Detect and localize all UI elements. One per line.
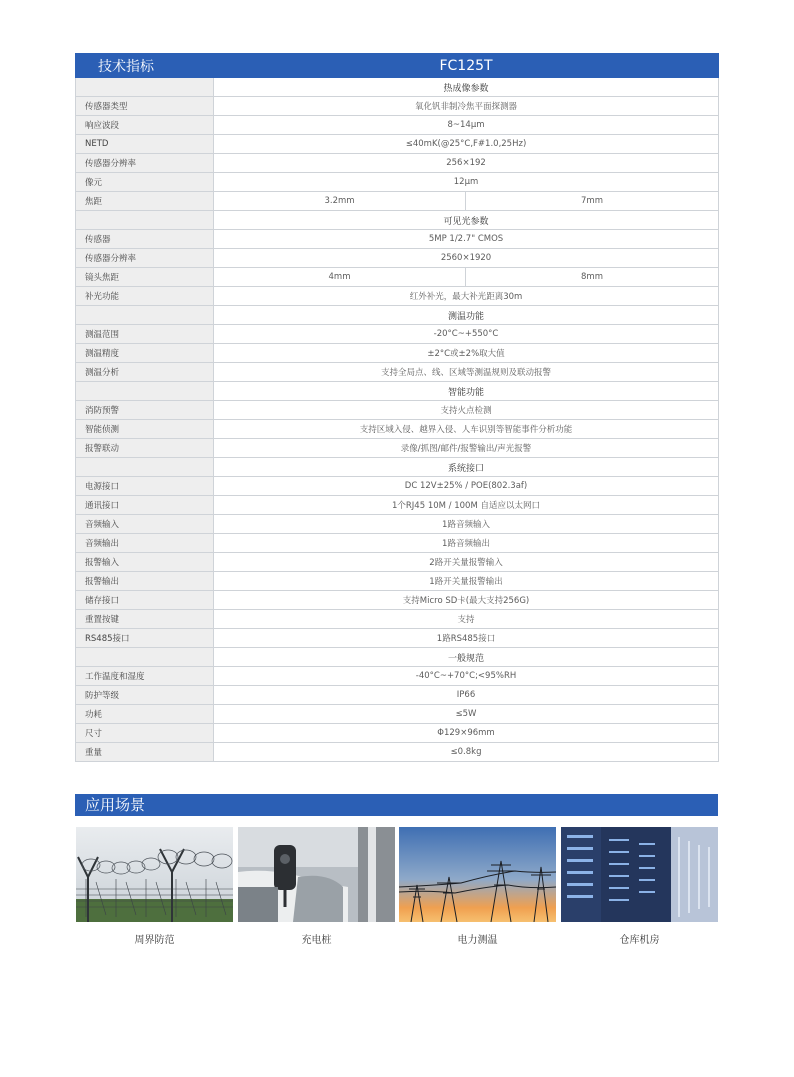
spec-row [76,439,719,458]
spec-value: 录像/抓图/邮件/报警输出/声光报警 [214,439,719,458]
spec-value: ±2°C或±2%取大值 [214,344,719,363]
spec-row [76,420,719,439]
spec-row [76,249,719,268]
caption-server-room: 仓库机房 [619,935,660,946]
spec-row [76,135,719,154]
spec-row [76,743,719,762]
spec-value-right: 8mm [466,268,719,287]
ev-charging-station-photo [238,827,395,922]
section-label-spacer [76,382,214,401]
section-row [76,306,719,325]
caption-charging: 充电桩 [301,935,332,946]
spec-value: 支持区域入侵、越界入侵、人车识别等智能事件分析功能 [214,420,719,439]
spec-value: 256×192 [214,154,719,173]
spec-value: 2560×1920 [214,249,719,268]
spec-row [76,230,719,249]
spec-label: 报警输入 [76,553,214,572]
spec-label: 像元 [76,173,214,192]
section-row [76,458,719,477]
section-row [76,211,719,230]
spec-row [76,344,719,363]
section-title: 可见光参数 [214,211,719,230]
spec-row [76,610,719,629]
section-row [76,382,719,401]
spec-table [75,53,719,762]
spec-label: 功耗 [76,705,214,724]
spec-label: 电源接口 [76,477,214,496]
spec-label: 测温范围 [76,325,214,344]
section-label-spacer [76,306,214,325]
spec-row [76,363,719,382]
spec-row [76,154,719,173]
spec-label: 焦距 [76,192,214,211]
spec-row [76,667,719,686]
spec-row [76,591,719,610]
section-label-spacer [76,211,214,230]
spec-label: 传感器分辨率 [76,249,214,268]
spec-row [76,686,719,705]
server-room-photo [561,827,718,922]
spec-value: DC 12V±25% / POE(802.3af) [214,477,719,496]
spec-value: 1路开关量报警输出 [214,572,719,591]
spec-label: 测温分析 [76,363,214,382]
spec-value: 1个RJ45 10M / 100M 自适应以太网口 [214,496,719,515]
spec-value: 支持火点检测 [214,401,719,420]
spec-value: 氧化钒非制冷焦平面探测器 [214,97,719,116]
spec-row [76,724,719,743]
spec-label: 传感器 [76,230,214,249]
spec-row [76,496,719,515]
spec-label: 储存接口 [76,591,214,610]
spec-value: ≤5W [214,705,719,724]
spec-label: 尺寸 [76,724,214,743]
spec-row [76,515,719,534]
section-title: 一般规范 [214,648,719,667]
spec-label: 测温精度 [76,344,214,363]
spec-row [76,325,719,344]
section-row [76,648,719,667]
section-title: 系统接口 [214,458,719,477]
spec-value: 1路音频输入 [214,515,719,534]
spec-value: 支持 [214,610,719,629]
spec-value-left: 3.2mm [214,192,466,211]
spec-label: 重量 [76,743,214,762]
spec-value: 2路开关量报警输入 [214,553,719,572]
section-title: 热成像参数 [214,78,719,97]
spec-label: 音频输入 [76,515,214,534]
barbed-wire-fence-photo [76,827,233,922]
spec-row [76,287,719,306]
spec-label: 智能侦测 [76,420,214,439]
spec-value: 1路音频输出 [214,534,719,553]
applications-section-header [75,794,718,816]
spec-value: Φ129×96mm [214,724,719,743]
spec-value: 12μm [214,173,719,192]
spec-value: 支持全局点、线、区域等测温规则及联动报警 [214,363,719,382]
model-name: FC125T [214,54,719,78]
section-row [76,78,719,97]
spec-row [76,173,719,192]
spec-label: 报警联动 [76,439,214,458]
spec-value: 1路RS485接口 [214,629,719,648]
spec-row [76,553,719,572]
spec-value: 5MP 1/2.7" CMOS [214,230,719,249]
spec-value: 红外补光，最大补光距离30m [214,287,719,306]
spec-label: 音频输出 [76,534,214,553]
section-title: 测温功能 [214,306,719,325]
spec-row [76,629,719,648]
spec-label: 补光功能 [76,287,214,306]
spec-row [76,705,719,724]
spec-value: -20°C~+550°C [214,325,719,344]
spec-value-right: 7mm [466,192,719,211]
spec-label: 传感器类型 [76,97,214,116]
spec-label: 重置按键 [76,610,214,629]
section-label-spacer [76,78,214,97]
spec-label: 传感器分辨率 [76,154,214,173]
spec-value-left: 4mm [214,268,466,287]
spec-label: 消防预警 [76,401,214,420]
spec-row-split [76,192,719,211]
section-title: 智能功能 [214,382,719,401]
spec-row [76,572,719,591]
spec-value: 支持Micro SD卡(最大支持256G) [214,591,719,610]
spec-label: 通讯接口 [76,496,214,515]
spec-value: ≤0.8kg [214,743,719,762]
power-transmission-tower-photo [399,827,556,922]
spec-row [76,477,719,496]
spec-label: 镜头焦距 [76,268,214,287]
spec-table-header [76,54,719,78]
applications-title: 应用场景 [85,796,146,814]
spec-row [76,534,719,553]
spec-value: 8~14μm [214,116,719,135]
spec-value: ≤40mK(@25°C,F#1.0,25Hz) [214,135,719,154]
spec-row-split [76,268,719,287]
caption-power: 电力测温 [457,935,498,946]
spec-label: 报警输出 [76,572,214,591]
spec-row [76,116,719,135]
spec-header-label: 技术指标 [76,54,214,78]
spec-label: NETD [76,135,214,154]
spec-label: 工作温度和湿度 [76,667,214,686]
caption-perimeter: 周界防范 [134,935,175,946]
section-label-spacer [76,648,214,667]
spec-value: -40°C~+70°C;<95%RH [214,667,719,686]
spec-row [76,97,719,116]
spec-label: 防护等级 [76,686,214,705]
spec-row [76,401,719,420]
section-label-spacer [76,458,214,477]
spec-value: IP66 [214,686,719,705]
spec-label: RS485接口 [76,629,214,648]
spec-label: 响应波段 [76,116,214,135]
